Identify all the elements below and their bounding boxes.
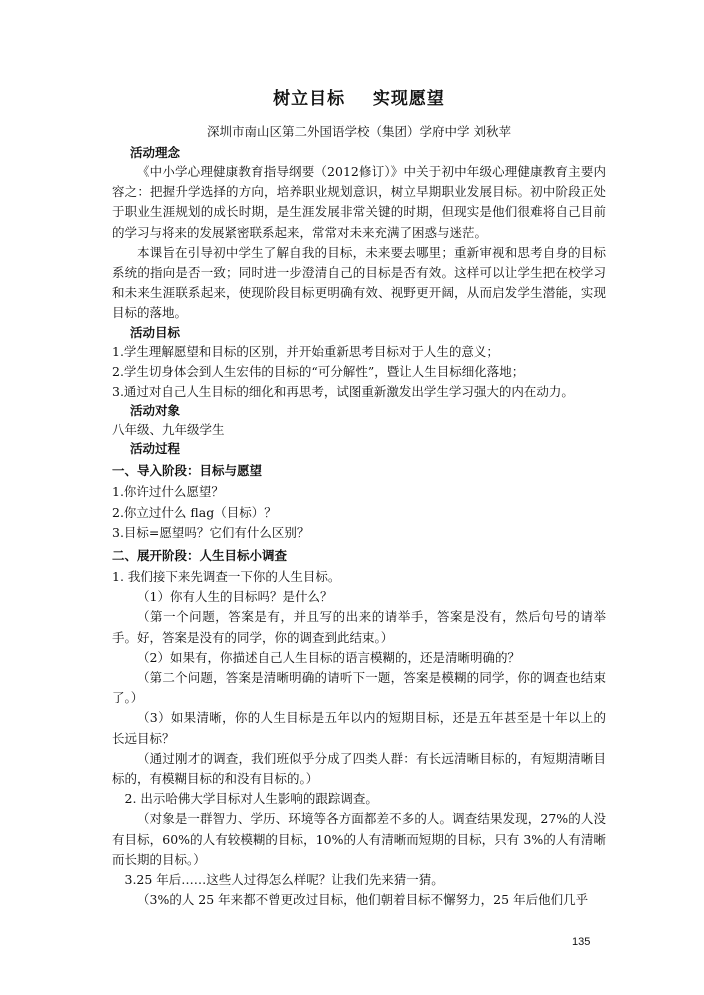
concept-heading: 活动理念 — [130, 145, 181, 160]
page-title: 树立目标 实现愿望 — [273, 89, 445, 109]
target-text: 八年级、九年级学生 — [112, 422, 225, 438]
concept-paragraph-1: 《中小学心理健康教育指导纲要（2012修订）》中关于初中年级心理健康教育主要内容之：把握升学选择的方向，培养职业规划意识，树立早期职业发展目标。初中阶段正处于职业生涯规划的成长时期，是生涯发展非常关键的时期，但现实是他们很难将自己目前的学习与将来的发展紧密联系起来，常常对未来充满了困惑与迷茫。 — [112, 164, 606, 240]
stage2-question-2: （2）如果有，你描述自己人生目标的语言模糊的，还是清晰明确的？ — [137, 649, 520, 665]
goal-item-3: 3.通过对自己人生目标的细化和再思考，试图重新激发出学生学习强大的内在动力。 — [112, 384, 574, 400]
stage1-heading: 一、导入阶段：目标与愿望 — [112, 463, 263, 479]
stage2-heading: 二、展开阶段：人生目标小调查 — [112, 548, 288, 564]
target-heading: 活动对象 — [130, 403, 181, 419]
page-number: 135 — [572, 936, 591, 948]
stage2-note-5: （3%的人 25 年来都不曾更改过目标，他们朝着目标不懈努力，25 年后他们几乎 — [137, 892, 589, 908]
document-body — [112, 88, 606, 911]
stage2-point-2: 2. 出示哈佛大学目标对人生影响的跟踪调查。 — [124, 791, 378, 807]
stage2-note-2: （第二个问题，答案是清晰明确的请听下一题，答案是模糊的同学，你的调查也结束了。） — [112, 670, 606, 706]
stage2-note-1: （第一个问题，答案是有，并且写的出来的请举手，答案是没有，然后句号的请举手。好，答案是没有的同学，你的调查到此结束。） — [112, 609, 606, 645]
stage2-note-4: （对象是一群智力、学历、环境等各方面都差不多的人。调查结果发现，27%的人没有目标，60%的人有较模糊的目标，10%的人有清晰而短期的目标，只有 3%的人有清晰而长期的目标。） — [112, 811, 606, 867]
concept-paragraph-2: 本课旨在引导初中学生了解自我的目标，未来要去哪里；重新审视和思考自身的目标系统的指向是否一致；同时进一步澄清自己的目标是否有效。这样可以让学生把在校学习和未来生涯联系起来，使现阶段目标更明确有效、视野更开阔，从而启发学生潜能，实现目标的落地。 — [112, 244, 606, 321]
goal-item-1: 1.学生理解愿望和目标的区别，并开始重新思考目标对于人生的意义； — [112, 343, 499, 359]
stage2-question-3: （3）如果清晰，你的人生目标是五年以内的短期目标，还是五年甚至是十年以上的长远目标？ — [112, 710, 606, 746]
goal-heading: 活动目标 — [130, 324, 181, 340]
stage1-question-3: 3.目标=愿望吗？它们有什么区别？ — [112, 524, 310, 540]
stage2-question-1: （1）你有人生的目标吗？是什么？ — [137, 589, 333, 605]
stage1-question-1: 1.你许过什么愿望？ — [112, 484, 224, 500]
process-heading: 活动过程 — [130, 441, 181, 457]
stage2-point-3: 3.25 年后……这些人过得怎么样呢？让我们先来猜一猜。 — [124, 872, 444, 888]
stage1-question-2: 2.你立过什么 flag（目标）？ — [112, 504, 277, 520]
stage2-note-3: （通过刚才的调查，我们班似乎分成了四类人群：有长远清晰目标的，有短期清晰目标的，有模糊目标的和没有目标的。） — [112, 750, 606, 787]
goal-item-2: 2.学生切身体会到人生宏伟的目标的“可分解性”，暨让人生目标细化落地； — [112, 363, 525, 379]
author-line: 深圳市南山区第二外国语学校（集团）学府中学 刘秋苹 — [207, 124, 511, 139]
stage2-intro: 1. 我们接下来先调查一下你的人生目标。 — [112, 569, 341, 585]
